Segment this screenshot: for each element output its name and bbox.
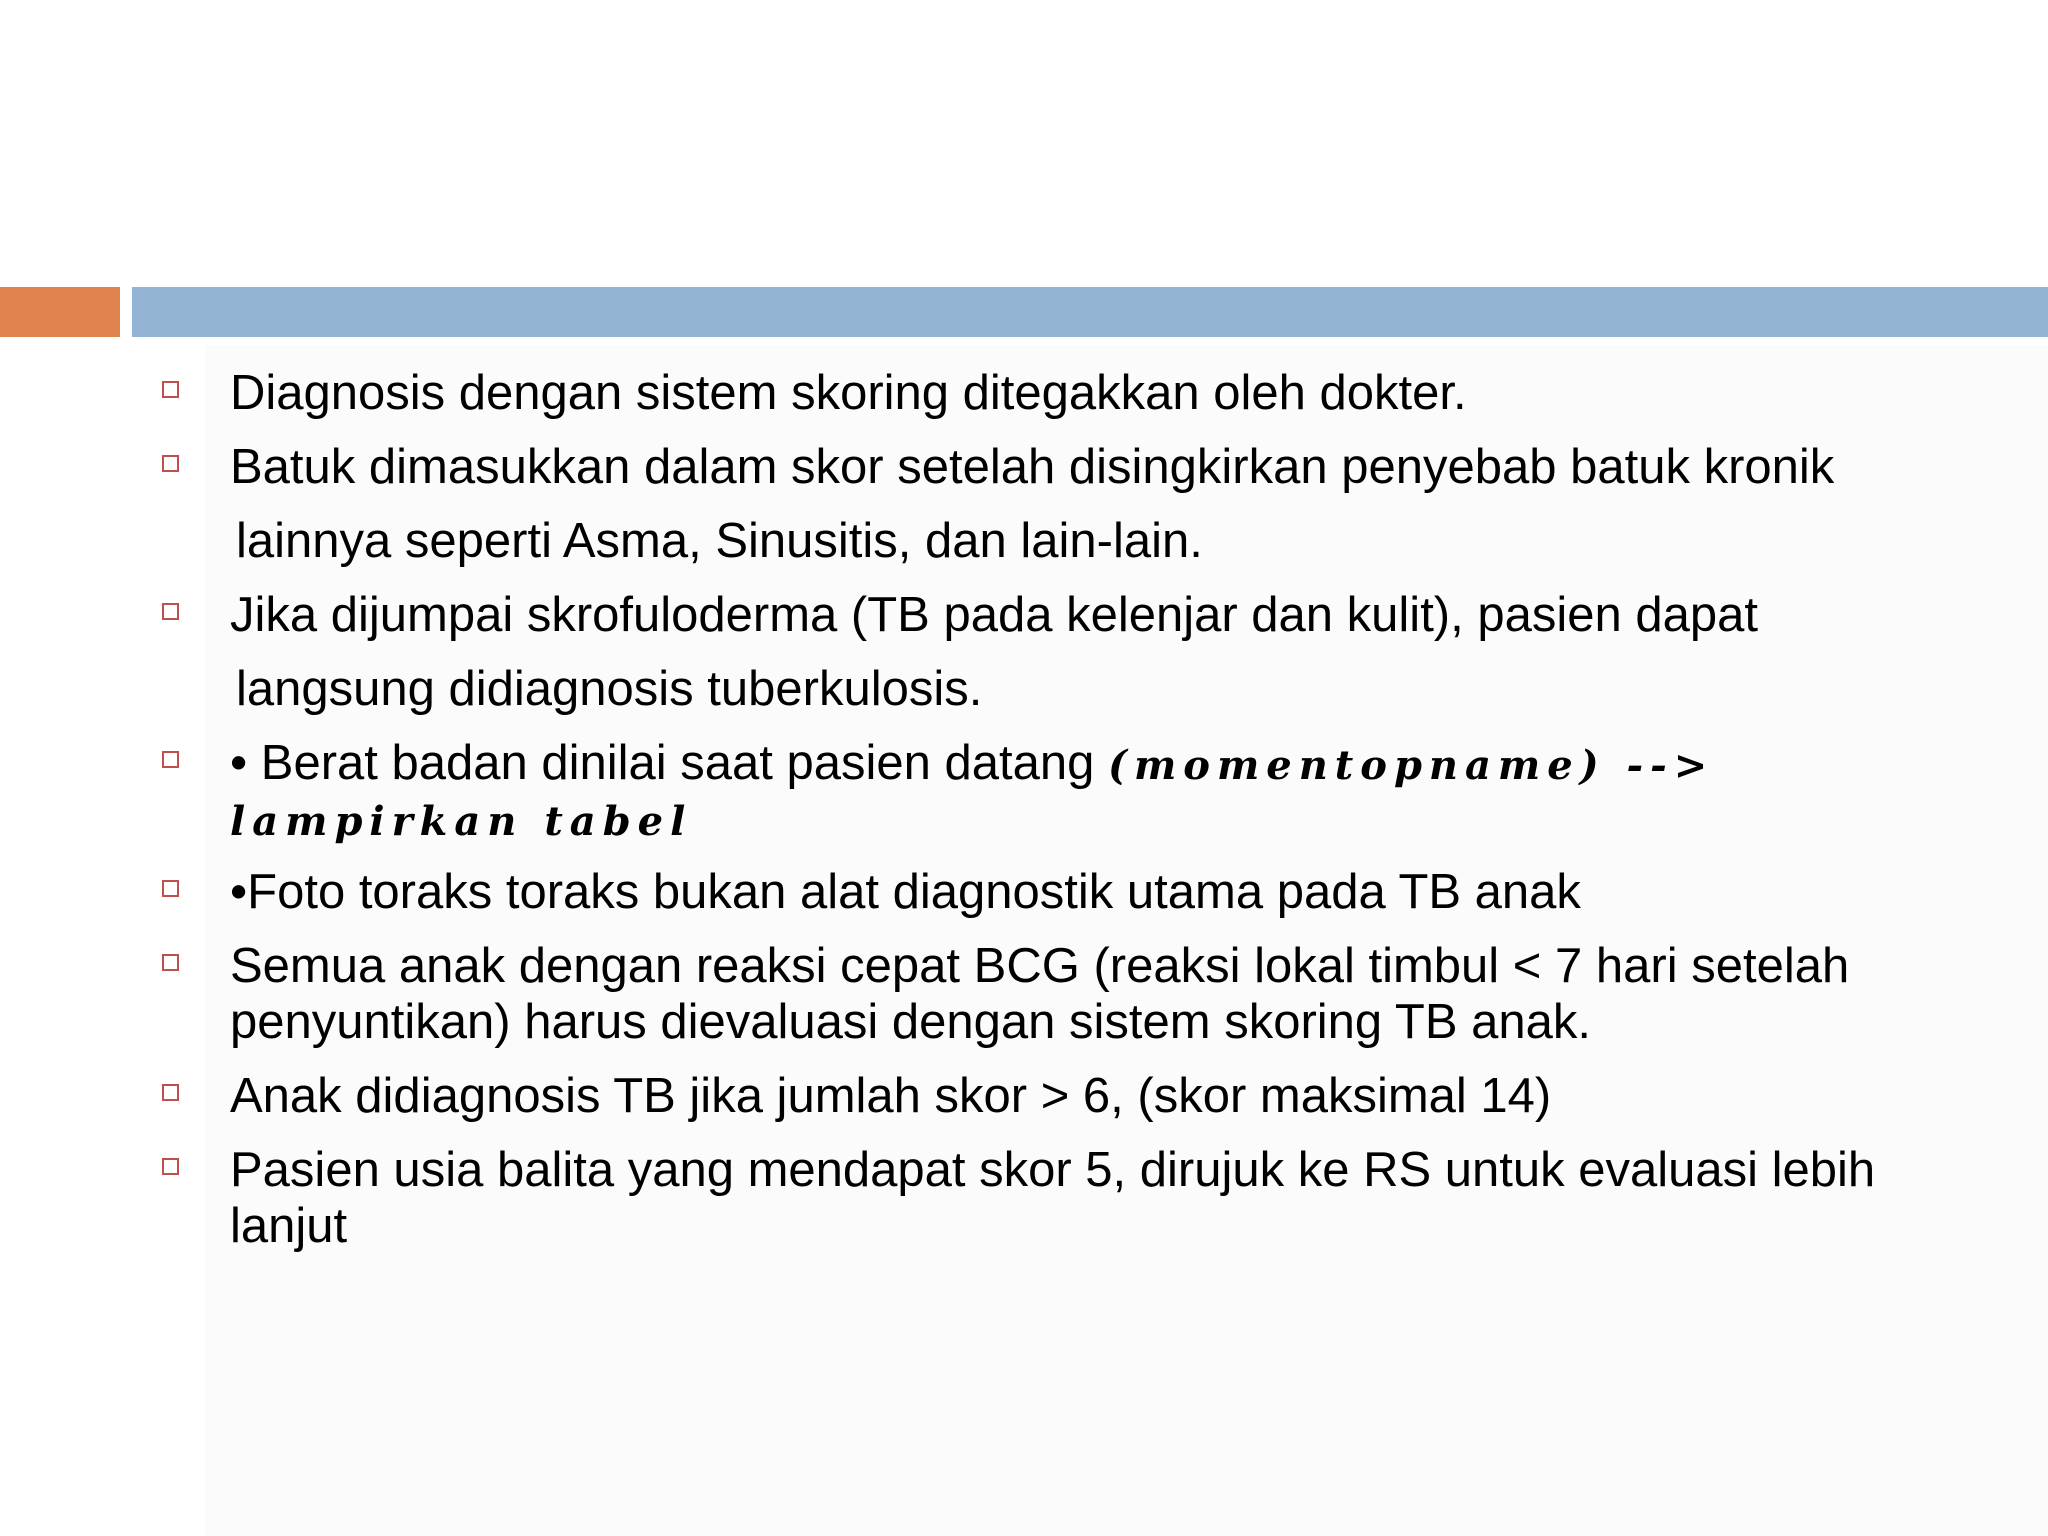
bullet-item — [0, 587, 2048, 643]
continuation-text: langsung didiagnosis tuberkulosis. — [236, 662, 983, 716]
bullet-text: Batuk dimasukkan dalam skor setelah disingkirkan penyebab batuk kronik — [230, 440, 1835, 494]
square-bullet-icon — [162, 381, 179, 398]
bullet-item — [0, 1142, 2048, 1254]
square-bullet-icon — [162, 1158, 179, 1175]
continuation-text: lainnya seperti Asma, Sinusitis, dan lain-lain. — [236, 514, 1203, 568]
handwritten-annotation: (momentopname) --> — [1108, 742, 1715, 789]
bullet-item — [0, 735, 2048, 850]
bullet-item — [0, 864, 2048, 920]
bullet-continuation — [0, 661, 2048, 717]
header-accent-blue-bar — [132, 287, 2048, 337]
square-bullet-icon — [162, 880, 179, 897]
bullet-item — [0, 365, 2048, 421]
square-bullet-icon — [162, 1084, 179, 1101]
bullet-text: Diagnosis dengan sistem skoring ditegakkan oleh dokter. — [230, 366, 1467, 420]
bullet-text: • Berat badan dinilai saat pasien datang — [230, 736, 1095, 790]
bullet-text: Pasien usia balita yang mendapat skor 5, dirujuk ke RS untuk evaluasi lebih lanjut — [230, 1143, 1876, 1253]
square-bullet-icon — [162, 751, 179, 768]
bullet-text: •Foto toraks toraks bukan alat diagnostik utama pada TB anak — [230, 865, 1581, 919]
square-bullet-icon — [162, 954, 179, 971]
header-accent-orange-bar — [0, 287, 120, 337]
square-bullet-icon — [162, 455, 179, 472]
bullet-item — [0, 439, 2048, 495]
bullet-item — [0, 1068, 2048, 1124]
bullet-text: Semua anak dengan reaksi cepat BCG (reaksi lokal timbul < 7 hari setelah penyuntikan) harus dievaluasi dengan sistem skoring TB anak. — [230, 939, 1850, 1049]
handwritten-annotation: lampirkan tabel — [230, 798, 693, 845]
bullet-text: Anak didiagnosis TB jika jumlah skor > 6, (skor maksimal 14) — [230, 1069, 1552, 1123]
bullet-continuation — [0, 513, 2048, 569]
bullet-list — [0, 365, 2048, 1254]
square-bullet-icon — [162, 603, 179, 620]
bullet-item — [0, 938, 2048, 1050]
bullet-text: Jika dijumpai skrofuloderma (TB pada kelenjar dan kulit), pasien dapat — [230, 588, 1758, 642]
